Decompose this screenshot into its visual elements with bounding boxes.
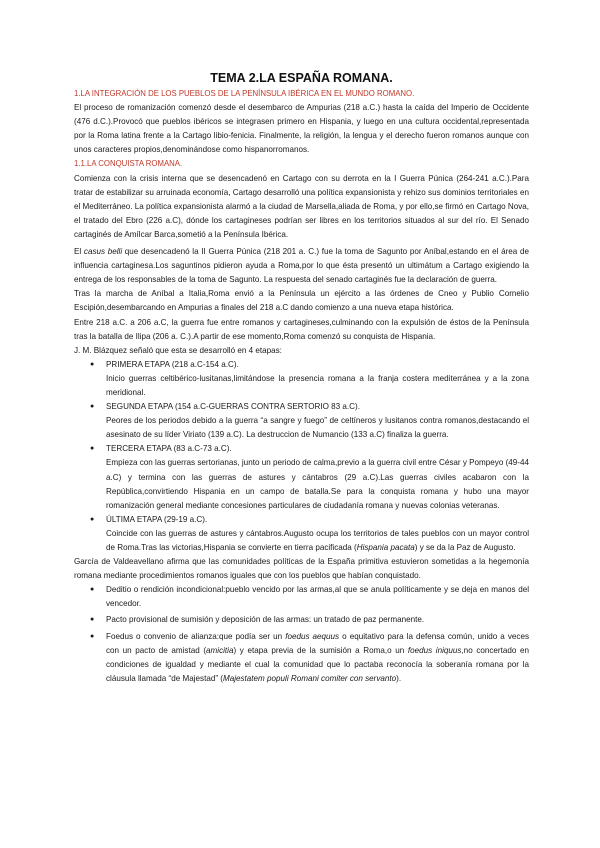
list-item-text: Pacto provisional de sumisión y deposición de las armas: un tratado de paz permanente. [106,615,425,625]
text-segment: que desencadenó la II Guerra Púnica (218 201 a. C.) fue la toma de Sagunto por Aníbal,estando en el área de influencia cartaginesa.Los saguntinos pidieron ayuda a Roma,por lo que ésta presentó un ultimátum a Cartago exigiendo la entrega de los responsables de la toma de Sagunto. La respuesta del senado cartaginés fue la declaración de guerra. [74,247,529,285]
document-title: TEMA 2.LA ESPAÑA ROMANA. [210,71,393,85]
list-item-deditio [90,583,529,611]
submission-forms-list [90,583,529,686]
list-item-foedus [90,630,529,686]
stage-description: Inicio guerras celtibérico-lusitanas,limitándose la presencia romana a la franja costera mediterránea y a la zona meridional. [106,373,529,397]
paragraph-crisis-cartago: Comienza con la crisis interna que se desencadenó en Cartago con su derrota en la I Guerra Púnica (264-241 a.C.).Para tratar de estabilizar su arruinada economía, Cartago desarrolló una política expansionista y rehizo sus dominios territoriales en el Mediterráneo. La política expansionista alarmó a la ciudad de Marsella,aliada de Roma, y por ello,se firmó en Cartago Nova, el tratado del Ebro (226 a.C), dónde los cartagineses podrían ser libres en los territorios situados al sur del río. El Senado cartaginés de Amílcar Barca,sometió a la Península Ibérica. [74,173,529,239]
list-item-stage-4 [90,513,529,555]
bullet-icon: ● [90,586,95,594]
stage-description [106,527,529,555]
text-segment: ,no concertado en condiciones de igualdad y mediante el cual la comunidad que lo pactaba reconocía la soberanía romana por la cláusula llamada “de Majestad” ( [106,645,529,683]
text-segment: o equitativo para la defensa común, unido a veces con un pacto de amistad ( [106,631,529,655]
text-segment: Foedus o convenio de alianza:que podía ser un [106,631,286,641]
text-segment: ) y etapa previa de la sumisión a Roma,o un [233,645,408,655]
list-item-stage-2 [90,400,529,442]
paragraph-anibal-italia: Tras la marcha de Aníbal a Italia,Roma envió a la Península un ejército a las órdenes de Cneo y Publio Cornelio Escipión,desembarcando en Ampurias a finales del 218 a.C dando comienzo a una nueva etapa histórica. [74,289,529,313]
stage-title: ÚLTIMA ETAPA (29-19 a.C). [106,514,208,524]
bullet-icon: ● [90,360,95,368]
italic-term-foedus-iniquus: foedus iniquus [407,645,462,655]
italic-term-majestatem: Majestatem populi Romani comiter con servanto [222,673,397,683]
paragraph-romanization: El proceso de romanización comenzó desde el desembarco de Ampurias (218 a.C.) hasta la caída del Imperio de Occidente (476 d.C.).Provocó que pueblos ibéricos se integrasen primero en Hispania, y luego en una cultura occidental,representada por la Roma latina frente a la Cartago libio-fenicia. Finalmente, la religión, la lengua y el derecho fueron romanos aunque con unos caracteres propios,denominándose como hispanorromanos. [74,103,529,155]
section-heading-conquest: 1.1.LA CONQUISTA ROMANA. [74,159,183,169]
paragraph-ilipa: Entre 218 a.C. a 206 a.C, la guerra fue entre romanos y cartagineses,culminando con la expulsión de éstos de la Península tras la batalla de Ilipa (206 a. C.).A partir de ese momento,Roma comenzó su conquista de Hispania. [74,317,529,341]
text-segment: ). [396,673,402,683]
bullet-icon: ● [90,445,95,453]
bullet-icon: ● [90,403,95,411]
italic-term-foedus-aequus: foedus aequus [285,631,340,641]
bullet-icon: ● [90,515,95,523]
italic-term-amicitia: amicitia [206,645,234,655]
list-item-stage-1 [90,358,529,400]
bullet-icon: ● [90,616,95,624]
italic-term-hispania-pacata: Hispania pacata [356,543,415,552]
list-item-pacto [90,613,529,627]
text-segment: El [74,247,84,257]
stage-title: SEGUNDA ETAPA (154 a.C-GUERRAS CONTRA SERTORIO 83 a.C). [106,402,360,412]
stage-description: Peores de los periodos debido a la guerra “a sangre y fuego” de celtíneros y lusitanos contra romanos,destacando el asesinato de su líder Viriato (139 a.C). La destruccion de Numancio (133 a.C) finaliza la guerra. [106,416,529,440]
italic-term-casus-belli: casus belli [83,247,123,257]
stage-title: PRIMERA ETAPA (218 a.C-154 a.C). [106,359,239,369]
stage-title: TERCERA ETAPA (83 a.C-73 a.C). [106,444,232,454]
section-heading-integration: 1.LA INTEGRACIÓN DE LOS PUEBLOS DE LA PENÍNSULA IBÉRICA EN EL MUNDO ROMANO. [74,89,415,98]
paragraph-garcia-valdeavellano: García de Valdeavellano afirma que las comunidades políticas de la España primitiva estuvieron sometidas a la hegemonía romana mediante procedimientos romanos iguales que con los pueblos que habían conquistado. [74,557,529,581]
paragraph-casus-belli [74,245,529,287]
text-segment: Coincide con las guerras de astures y cántabros.Augusto ocupa los territorios de tales pueblos con un mayor control de Roma.Tras las victorias,Hispania se convierte en tierra pacificada ( [106,528,529,552]
paragraph-blazquez: J. M. Blázquez señaló que esta se desarrolló en 4 etapas: [74,345,282,355]
list-item-stage-3 [90,442,529,512]
stages-list [90,358,529,555]
stage-description: Empieza con las guerras sertorianas, junto un periodo de calma,previo a la guerra civil entre César y Pompeyo (49-44 a.C) y termina con las guerras de astures y cántabros (29 a.C).Las guerras civiles acabaron con la República,convirtiendo Hispania en un campo de batalla.Se para la conquista romana y hubo una mayor romanización general mediante concesiones particulares de ciudadanía romana y nuevas colonias veteranas. [106,458,529,510]
bullet-icon: ● [90,632,95,640]
list-item-text: Deditio o rendición incondicional:pueblo vencido por las armas,al que se anula políticamente y se deja en manos del vencedor. [106,585,529,609]
text-segment: ) y se da la Paz de Augusto. [414,543,516,552]
